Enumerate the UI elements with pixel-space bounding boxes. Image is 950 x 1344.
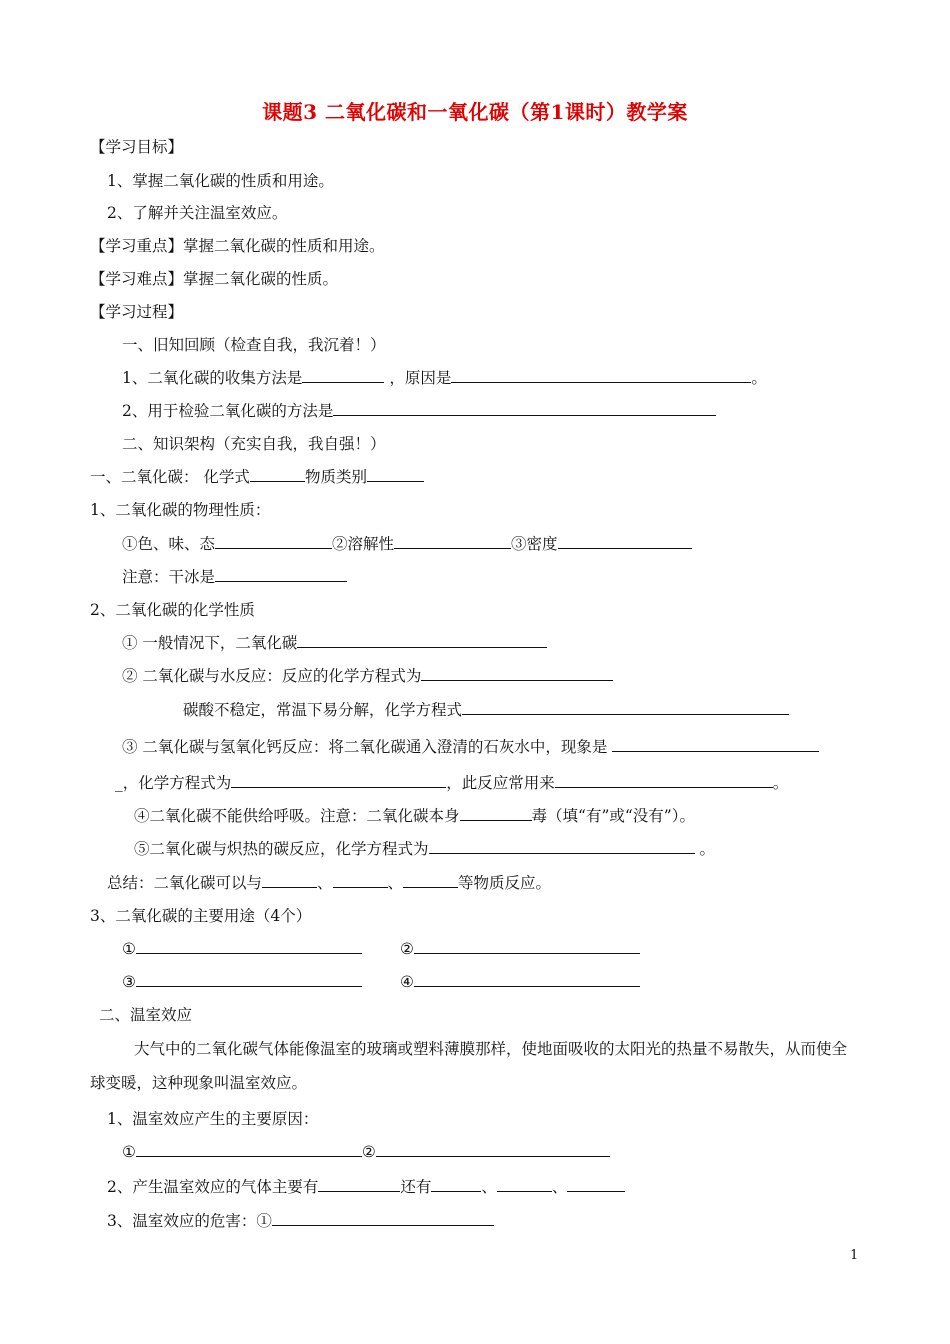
blank-solubility[interactable] (394, 533, 511, 549)
chem-property-2-sub (183, 699, 789, 721)
blank-chem2[interactable] (421, 665, 613, 681)
blank-chem4[interactable] (460, 805, 532, 821)
chem2-text: ② 二氧化碳与水反应：反应的化学方程式为 (122, 667, 422, 685)
summary-sep-1: 、 (317, 874, 333, 892)
co2-category-label: 物质类别 (304, 468, 367, 486)
blank-main-gas[interactable] (318, 1176, 400, 1192)
chem4-text: ④二氧化碳不能供给呼吸。注意：二氧化碳本身 (134, 807, 460, 825)
physical-color-label: ①色、味、态 (122, 535, 216, 553)
summary-sep-2: 、 (387, 874, 404, 892)
greenhouse-gases-line (107, 1176, 625, 1198)
chem-property-2 (122, 665, 613, 687)
process-heading: 【学习过程】 (90, 303, 184, 321)
co2-formula-label: 一、二氧化碳： 化学式 (90, 468, 250, 486)
chem1-text: ① 一般情况下，二氧化碳 (122, 634, 298, 652)
chem-property-5 (134, 838, 715, 860)
blank-chem2-sub[interactable] (462, 699, 789, 715)
gases-sep-1: 、 (481, 1178, 497, 1196)
blank-gas-2[interactable] (497, 1176, 552, 1192)
blank-formula[interactable] (250, 466, 305, 482)
page-title: 课题3 二氧化碳和一氧化碳（第1课时）教学案 (262, 100, 688, 124)
objectives-heading: 【学习目标】 (90, 138, 184, 156)
physical-solubility-label: ②溶解性 (332, 535, 395, 553)
co2-formula-line (90, 466, 424, 488)
chem2-sub-text: 碳酸不稳定，常温下易分解，化学方程式 (183, 701, 463, 719)
use-1-marker: ① (122, 940, 136, 958)
blank-cause-1[interactable] (136, 1141, 362, 1157)
dry-ice-line (122, 566, 347, 588)
physical-heading: 1、二氧化碳的物理性质： (90, 501, 271, 519)
dry-ice-label: 注意：干冰是 (122, 568, 216, 586)
harm-label: 3、温室效应的危害：① (107, 1212, 272, 1230)
blank-category[interactable] (367, 466, 424, 482)
greenhouse-paragraph: 大气中的二氧化碳气体能像温室的玻璃或塑料薄膜那样，使地面吸收的太阳光的热量不易散失，从而使全球变暖，这种现象叫温室效应。 (90, 1040, 848, 1092)
blank-color[interactable] (215, 533, 332, 549)
use-3-marker: ③ (122, 973, 136, 991)
use-item-4 (400, 971, 640, 993)
review-heading: 一、旧知回顾（检查自我，我沉着！） (122, 336, 386, 354)
review-q2-text: 2、用于检验二氧化碳的方法是 (122, 402, 334, 420)
chem-property-1 (122, 632, 547, 654)
blank-chem3-phenomenon[interactable] (612, 736, 819, 752)
blank-use-4[interactable] (414, 971, 640, 987)
blank-chem3-use[interactable] (555, 772, 773, 788)
blank-chem1[interactable] (297, 632, 547, 648)
blank-density[interactable] (558, 533, 692, 549)
blank-collection-method[interactable] (302, 367, 384, 383)
blank-cause-2[interactable] (376, 1141, 610, 1157)
summary-line (107, 872, 551, 894)
chem5-text: ⑤二氧化碳与炽热的碳反应，化学方程式为 (134, 840, 429, 858)
blank-chem5[interactable] (429, 838, 695, 854)
review-q1-text: 1、二氧化碳的收集方法是 (122, 369, 303, 387)
summary-end: 等物质反应。 (458, 874, 552, 892)
greenhouse-heading: 二、温室效应 (99, 1006, 193, 1024)
gases-also-label: 还有 (400, 1178, 432, 1196)
gases-label: 2、产生温室效应的气体主要有 (107, 1178, 319, 1196)
blank-summary-2[interactable] (333, 872, 388, 888)
blank-use-1[interactable] (136, 938, 362, 954)
cause-1-marker: ① (122, 1143, 136, 1161)
chem3-cont-equation-label: _，化学方程式为 (115, 774, 232, 792)
summary-label: 总结：二氧化碳可以与 (107, 874, 263, 892)
greenhouse-harm-line (107, 1210, 494, 1232)
blank-gas-3[interactable] (567, 1176, 625, 1192)
chem3-cont-use-label: ，此反应常用来 (446, 774, 555, 792)
blank-reason[interactable] (451, 367, 751, 383)
uses-heading: 3、二氧化碳的主要用途（4个） (90, 907, 312, 925)
blank-summary-3[interactable] (403, 872, 458, 888)
chem3-cont-end: 。 (772, 774, 789, 792)
use-item-2 (400, 938, 640, 960)
cause-2-marker: ② (361, 1143, 376, 1161)
blank-harm-1[interactable] (272, 1210, 494, 1226)
page-number: 1 (850, 1248, 859, 1263)
review-question-2 (122, 400, 716, 422)
blank-summary-1[interactable] (262, 872, 317, 888)
review-question-1 (122, 367, 767, 389)
physical-properties-line (122, 533, 692, 555)
chem-property-4 (134, 805, 695, 827)
review-q1-reason: ，原因是 (389, 369, 452, 387)
chemical-heading: 2、二氧化碳的化学性质 (90, 601, 255, 619)
use-item-1 (122, 938, 362, 960)
chem4-suffix: 毒（填“有”或“没有”）。 (531, 807, 695, 825)
chem3-text: ③ 二氧化碳与氢氧化钙反应：将二氧化碳通入澄清的石灰水中，现象是 (122, 738, 608, 756)
blank-chem3-equation[interactable] (231, 772, 446, 788)
use-item-3 (122, 971, 362, 993)
blank-gas-1[interactable] (431, 1176, 481, 1192)
chem-property-3 (122, 736, 819, 758)
physical-density-label: ③密度 (511, 535, 558, 553)
review-q1-end: 。 (751, 369, 767, 387)
blank-use-2[interactable] (414, 938, 640, 954)
gases-sep-2: 、 (551, 1178, 568, 1196)
framework-heading: 二、知识架构（充实自我，我自强！） (122, 435, 386, 453)
blank-test-method[interactable] (333, 400, 716, 416)
objective-2: 2、了解并关注温室效应。 (107, 204, 288, 222)
key-point: 【学习重点】掌握二氧化碳的性质和用途。 (90, 237, 385, 255)
chem5-end: 。 (699, 840, 715, 858)
blank-dry-ice[interactable] (215, 566, 347, 582)
chem-property-3-cont (115, 772, 788, 794)
greenhouse-cause-heading: 1、温室效应产生的主要原因： (107, 1110, 319, 1128)
use-4-marker: ④ (400, 973, 414, 991)
blank-use-3[interactable] (136, 971, 362, 987)
greenhouse-causes (122, 1141, 610, 1163)
difficulty: 【学习难点】掌握二氧化碳的性质。 (90, 270, 339, 288)
use-2-marker: ② (400, 940, 414, 958)
objective-1: 1、掌握二氧化碳的性质和用途。 (107, 172, 334, 190)
